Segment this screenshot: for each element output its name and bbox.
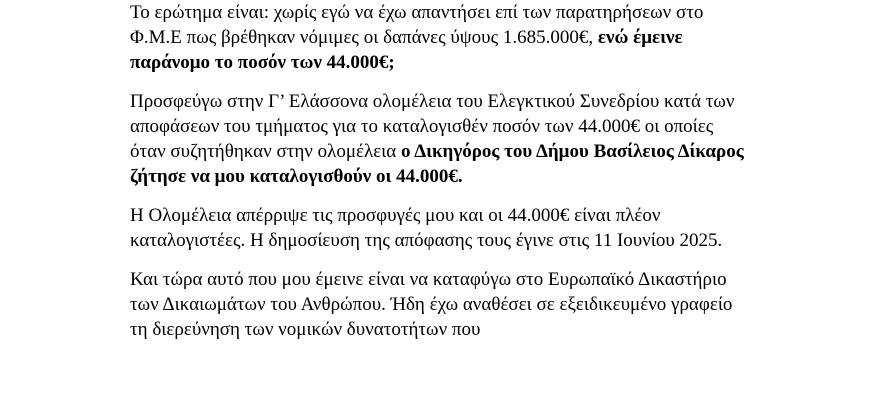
- paragraph-bold-text: ενώ έμεινε παράνομο το ποσόν των 44.000€;: [130, 27, 683, 73]
- paragraph-text: Προσφεύγω στην Γ’ Ελάσσονα ολομέλεια του Ελεγκτικού Συνεδρίου κατά των αποφάσεων του τμήματος για το καταλογισθέν ποσόν των 44.000€ οι οποίες όταν συζητήθηκαν στην ολομέλεια: [130, 91, 735, 162]
- paragraph-bold-text: ο Δικηγόρος του Δήμου Βασίλειος Δίκαρος ζήτησε να μου καταλογισθούν οι 44.000€.: [130, 141, 744, 187]
- paragraph-appeal: [130, 89, 750, 189]
- document-body: [130, 0, 750, 342]
- paragraph-question: [130, 0, 750, 75]
- paragraph-echr: [130, 267, 750, 342]
- paragraph-rejection: [130, 203, 750, 253]
- paragraph-text: Η Ολομέλεια απέρριψε τις προσφυγές μου και οι 44.000€ είναι πλέον καταλογιστέες. Η δημοσίευση της απόφασης τους έγινε στις 11 Ιουνίου 2025.: [130, 205, 723, 251]
- paragraph-text: Και τώρα αυτό που μου έμεινε είναι να καταφύγω στο Ευρωπαϊκό Δικαστήριο των Δικαιωμάτων του Ανθρώπου. Ήδη έχω αναθέσει σε εξειδικευμένο γραφείο τη διερεύνηση των νομικών δυνατοτήτων που: [130, 269, 733, 340]
- paragraph-text: Το ερώτημα είναι: χωρίς εγώ να έχω απαντήσει επί των παρατηρήσεων στο Φ.Μ.Ε πως βρέθηκαν νόμιμες οι δαπάνες ύψους 1.685.000€,: [130, 2, 704, 48]
